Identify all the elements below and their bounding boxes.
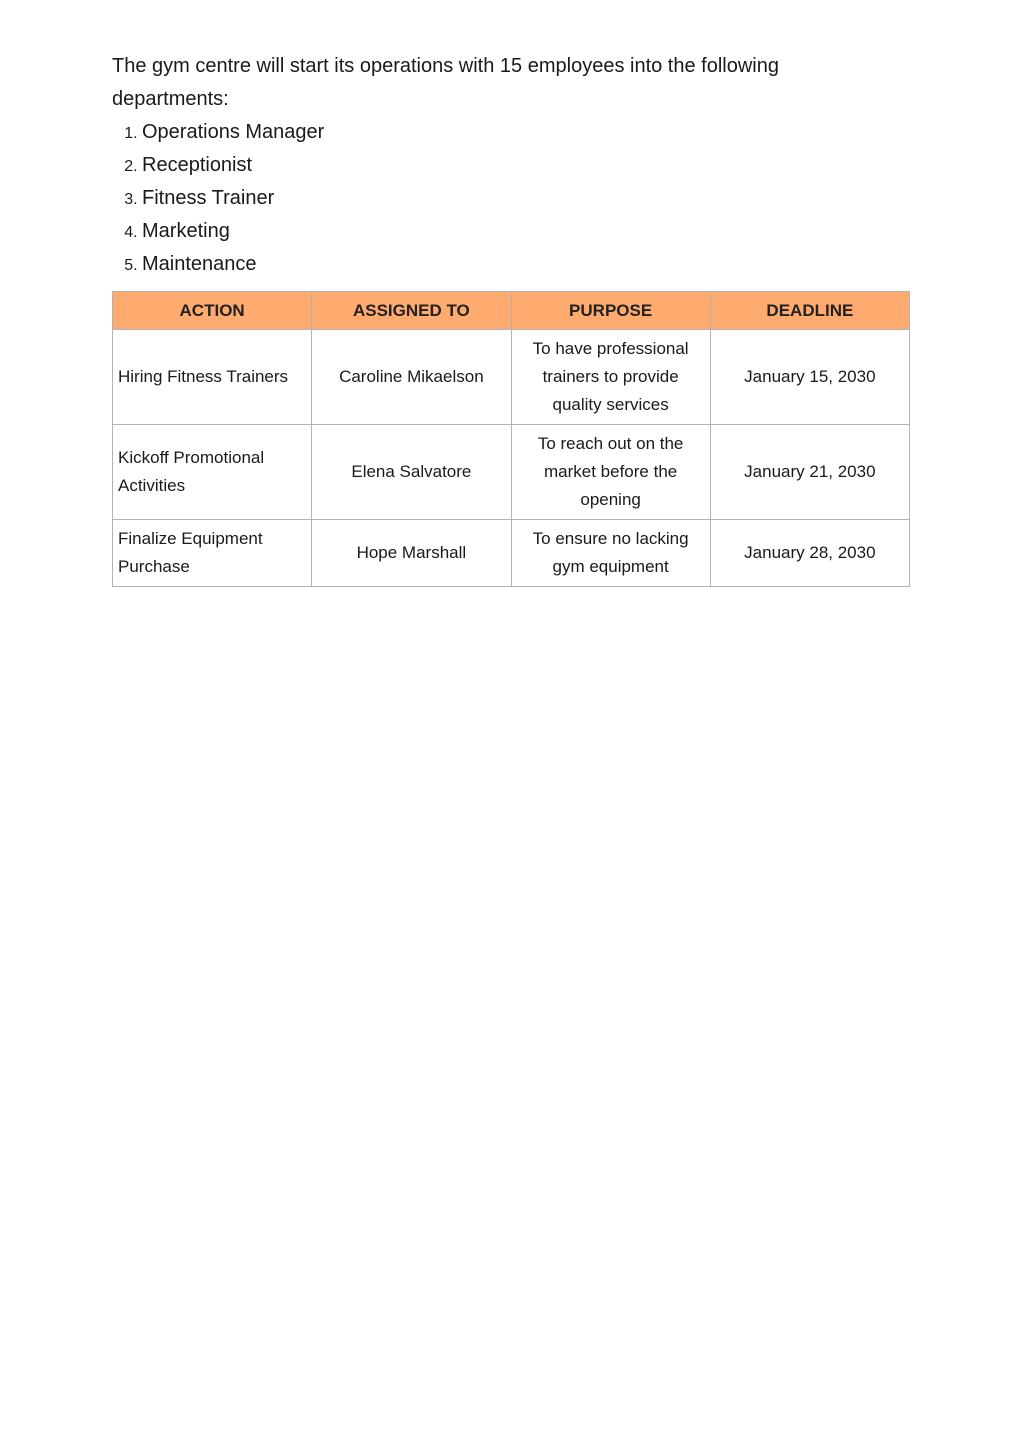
table-row xyxy=(113,520,910,587)
table-row xyxy=(113,425,910,520)
cell-action: Kickoff Promotional Activities xyxy=(113,425,312,520)
cell-deadline: January 15, 2030 xyxy=(710,330,909,425)
cell-purpose: To reach out on the market before the opening xyxy=(511,425,710,520)
action-plan-table xyxy=(112,291,910,587)
cell-purpose: To ensure no lacking gym equipment xyxy=(511,520,710,587)
cell-purpose: To have professional trainers to provide quality services xyxy=(511,330,710,425)
cell-assigned-to: Caroline Mikaelson xyxy=(312,330,511,425)
intro-paragraph: The gym centre will start its operations with 15 employees into the following departments: xyxy=(112,55,779,110)
list-item: 5. Maintenance xyxy=(142,248,324,281)
cell-assigned-to: Elena Salvatore xyxy=(312,425,511,520)
cell-action: Finalize Equipment Purchase xyxy=(113,520,312,587)
header-action: ACTION xyxy=(113,292,312,330)
header-assigned-to: ASSIGNED TO xyxy=(312,292,511,330)
cell-deadline: January 21, 2030 xyxy=(710,425,909,520)
list-item: 4. Marketing xyxy=(142,215,324,248)
departments-list xyxy=(112,116,324,281)
cell-deadline: January 28, 2030 xyxy=(710,520,909,587)
list-item: 2. Receptionist xyxy=(142,149,324,182)
cell-assigned-to: Hope Marshall xyxy=(312,520,511,587)
list-item: 1. Operations Manager xyxy=(142,116,324,149)
cell-action: Hiring Fitness Trainers xyxy=(113,330,312,425)
table-header-row xyxy=(113,292,910,330)
table-row xyxy=(113,330,910,425)
header-purpose: PURPOSE xyxy=(511,292,710,330)
header-deadline: DEADLINE xyxy=(710,292,909,330)
list-item: 3. Fitness Trainer xyxy=(142,182,324,215)
